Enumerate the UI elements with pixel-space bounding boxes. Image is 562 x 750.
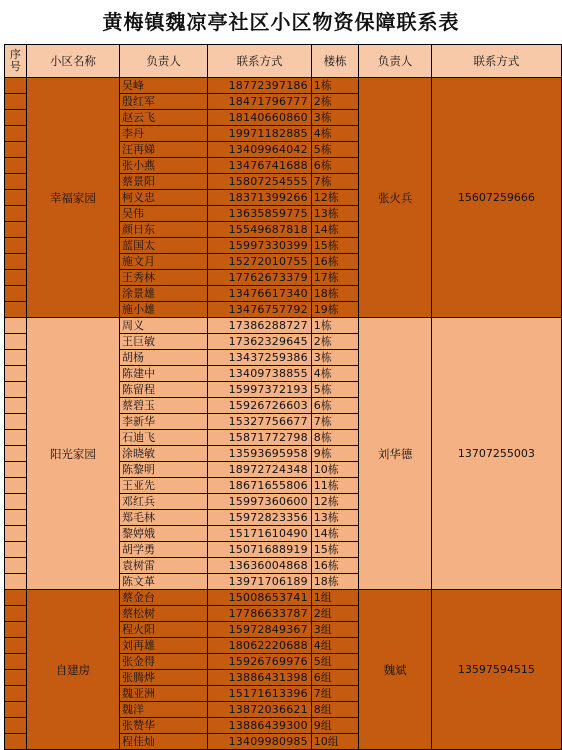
contact-name-cell: 魏亚洲 xyxy=(120,686,208,702)
building-cell: 11栋 xyxy=(311,478,359,494)
contact-phone-cell: 13409980985 xyxy=(208,734,312,750)
building-cell: 4栋 xyxy=(311,126,359,142)
contact-phone-cell: 15008653741 xyxy=(208,590,312,606)
seq-cell xyxy=(5,462,27,478)
building-cell: 10组 xyxy=(311,734,359,750)
contact-phone-cell: 17786633787 xyxy=(208,606,312,622)
seq-cell xyxy=(5,174,27,190)
contact-name-cell: 张腾烨 xyxy=(120,670,208,686)
building-cell: 2栋 xyxy=(311,94,359,110)
building-cell: 1栋 xyxy=(311,318,359,334)
seq-cell xyxy=(5,334,27,350)
leader-name-cell: 魏斌 xyxy=(359,590,431,750)
building-cell: 6栋 xyxy=(311,398,359,414)
contact-name-cell: 李新华 xyxy=(120,414,208,430)
contact-phone-cell: 15972849367 xyxy=(208,622,312,638)
table-row xyxy=(5,318,562,334)
seq-cell xyxy=(5,430,27,446)
contact-name-cell: 程佳灿 xyxy=(120,734,208,750)
contact-name-cell: 张小燕 xyxy=(120,158,208,174)
seq-cell xyxy=(5,110,27,126)
seq-cell xyxy=(5,158,27,174)
seq-cell xyxy=(5,270,27,286)
contact-phone-cell: 15997372193 xyxy=(208,382,312,398)
contact-phone-cell: 15171610490 xyxy=(208,526,312,542)
contact-name-cell: 陈文革 xyxy=(120,574,208,590)
seq-cell xyxy=(5,254,27,270)
header-contact-person: 负责人 xyxy=(120,45,208,78)
building-cell: 6栋 xyxy=(311,158,359,174)
header-building: 楼栋 xyxy=(311,45,359,78)
seq-cell xyxy=(5,510,27,526)
contact-name-cell: 陈黎明 xyxy=(120,462,208,478)
contact-name-cell: 王亚先 xyxy=(120,478,208,494)
contact-phone-cell: 13886431398 xyxy=(208,670,312,686)
header-leader-phone: 联系方式 xyxy=(431,45,561,78)
contact-phone-cell: 13437259386 xyxy=(208,350,312,366)
building-cell: 3栋 xyxy=(311,350,359,366)
contact-phone-cell: 15926726603 xyxy=(208,398,312,414)
seq-cell xyxy=(5,286,27,302)
contact-phone-cell: 17386288727 xyxy=(208,318,312,334)
contact-phone-cell: 13409964042 xyxy=(208,142,312,158)
contact-phone-cell: 15171613396 xyxy=(208,686,312,702)
building-cell: 5组 xyxy=(311,654,359,670)
contact-phone-cell: 15549687818 xyxy=(208,222,312,238)
contact-name-cell: 涂景雄 xyxy=(120,286,208,302)
seq-cell xyxy=(5,702,27,718)
header-seq: 序号 xyxy=(5,45,27,78)
contact-phone-cell: 15997330399 xyxy=(208,238,312,254)
leader-name-cell: 刘华德 xyxy=(359,318,431,590)
contact-phone-cell: 13476617340 xyxy=(208,286,312,302)
building-cell: 10栋 xyxy=(311,462,359,478)
seq-cell xyxy=(5,622,27,638)
contact-name-cell: 胡学勇 xyxy=(120,542,208,558)
community-name-cell: 自建房 xyxy=(26,590,119,750)
seq-cell xyxy=(5,366,27,382)
leader-phone-cell: 13597594515 xyxy=(431,590,561,750)
building-cell: 16栋 xyxy=(311,254,359,270)
sheet-title: 黄梅镇魏凉亭社区小区物资保障联系表 xyxy=(102,10,460,34)
building-cell: 7栋 xyxy=(311,414,359,430)
seq-cell xyxy=(5,142,27,158)
building-cell: 9栋 xyxy=(311,446,359,462)
table-row xyxy=(5,78,562,94)
contact-name-cell: 胡杨 xyxy=(120,350,208,366)
contact-name-cell: 郑毛林 xyxy=(120,510,208,526)
contact-phone-cell: 18671655806 xyxy=(208,478,312,494)
contact-phone-cell: 13636004868 xyxy=(208,558,312,574)
contact-name-cell: 吴峰 xyxy=(120,78,208,94)
contact-name-cell: 王巨敏 xyxy=(120,334,208,350)
building-cell: 17栋 xyxy=(311,270,359,286)
contact-phone-cell: 13593695958 xyxy=(208,446,312,462)
seq-cell xyxy=(5,590,27,606)
building-cell: 15栋 xyxy=(311,542,359,558)
building-cell: 2组 xyxy=(311,606,359,622)
contact-phone-cell: 18972724348 xyxy=(208,462,312,478)
building-cell: 2栋 xyxy=(311,334,359,350)
header-row xyxy=(5,45,562,78)
seq-cell xyxy=(5,126,27,142)
seq-cell xyxy=(5,318,27,334)
contact-name-cell: 程火阳 xyxy=(120,622,208,638)
contact-phone-cell: 18062220688 xyxy=(208,638,312,654)
contact-phone-cell: 15071688919 xyxy=(208,542,312,558)
contact-phone-cell: 13476757792 xyxy=(208,302,312,318)
contact-phone-cell: 18371399266 xyxy=(208,190,312,206)
contact-name-cell: 殷红军 xyxy=(120,94,208,110)
contact-phone-cell: 13476741688 xyxy=(208,158,312,174)
contact-phone-cell: 17762673379 xyxy=(208,270,312,286)
seq-cell xyxy=(5,190,27,206)
seq-cell xyxy=(5,222,27,238)
community-name-cell: 阳光家园 xyxy=(26,318,119,590)
contact-phone-cell: 13635859775 xyxy=(208,206,312,222)
building-cell: 5栋 xyxy=(311,142,359,158)
contact-phone-cell: 15871772798 xyxy=(208,430,312,446)
header-contact-phone: 联系方式 xyxy=(208,45,312,78)
seq-cell xyxy=(5,238,27,254)
contact-name-cell: 陈留程 xyxy=(120,382,208,398)
building-cell: 1栋 xyxy=(311,78,359,94)
contact-name-cell: 施小雄 xyxy=(120,302,208,318)
contact-name-cell: 张赞华 xyxy=(120,718,208,734)
contact-name-cell: 赵云飞 xyxy=(120,110,208,126)
contact-name-cell: 蔡景阳 xyxy=(120,174,208,190)
seq-cell xyxy=(5,670,27,686)
contact-name-cell: 李丹 xyxy=(120,126,208,142)
contact-name-cell: 汪再娣 xyxy=(120,142,208,158)
building-cell: 4组 xyxy=(311,638,359,654)
contact-table xyxy=(4,44,562,750)
seq-cell xyxy=(5,734,27,750)
contact-phone-cell: 18772397186 xyxy=(208,78,312,94)
seq-cell xyxy=(5,654,27,670)
contact-name-cell: 蔡碧玉 xyxy=(120,398,208,414)
contact-phone-cell: 18471796777 xyxy=(208,94,312,110)
contact-phone-cell: 13886439300 xyxy=(208,718,312,734)
building-cell: 8组 xyxy=(311,702,359,718)
building-cell: 9组 xyxy=(311,718,359,734)
seq-cell xyxy=(5,398,27,414)
building-cell: 5栋 xyxy=(311,382,359,398)
building-cell: 13栋 xyxy=(311,510,359,526)
building-cell: 7栋 xyxy=(311,174,359,190)
seq-cell xyxy=(5,638,27,654)
table-row xyxy=(5,590,562,606)
contact-phone-cell: 18140660860 xyxy=(208,110,312,126)
seq-cell xyxy=(5,78,27,94)
seq-cell xyxy=(5,574,27,590)
leader-name-cell: 张火兵 xyxy=(359,78,431,318)
contact-phone-cell: 15327756677 xyxy=(208,414,312,430)
contact-phone-cell: 15807254555 xyxy=(208,174,312,190)
contact-name-cell: 柯义忠 xyxy=(120,190,208,206)
contact-name-cell: 刘再雄 xyxy=(120,638,208,654)
seq-cell xyxy=(5,382,27,398)
contact-phone-cell: 15272010755 xyxy=(208,254,312,270)
building-cell: 3组 xyxy=(311,622,359,638)
community-name-cell: 幸福家园 xyxy=(26,78,119,318)
building-cell: 7组 xyxy=(311,686,359,702)
building-cell: 16栋 xyxy=(311,558,359,574)
contact-name-cell: 袁树雷 xyxy=(120,558,208,574)
seq-cell xyxy=(5,558,27,574)
seq-cell xyxy=(5,350,27,366)
building-cell: 13栋 xyxy=(311,206,359,222)
building-cell: 1组 xyxy=(311,590,359,606)
contact-name-cell: 石迪飞 xyxy=(120,430,208,446)
contact-name-cell: 涂晓敏 xyxy=(120,446,208,462)
seq-cell xyxy=(5,446,27,462)
seq-cell xyxy=(5,302,27,318)
building-cell: 15栋 xyxy=(311,238,359,254)
seq-cell xyxy=(5,686,27,702)
building-cell: 4栋 xyxy=(311,366,359,382)
contact-phone-cell: 13971706189 xyxy=(208,574,312,590)
seq-cell xyxy=(5,526,27,542)
building-cell: 12栋 xyxy=(311,494,359,510)
building-cell: 18栋 xyxy=(311,286,359,302)
building-cell: 8栋 xyxy=(311,430,359,446)
contact-name-cell: 黎婷娥 xyxy=(120,526,208,542)
contact-phone-cell: 15972823356 xyxy=(208,510,312,526)
building-cell: 19栋 xyxy=(311,302,359,318)
seq-cell xyxy=(5,606,27,622)
contact-name-cell: 邓红兵 xyxy=(120,494,208,510)
contact-phone-cell: 13409738855 xyxy=(208,366,312,382)
building-cell: 6组 xyxy=(311,670,359,686)
seq-cell xyxy=(5,478,27,494)
contact-phone-cell: 19971182885 xyxy=(208,126,312,142)
building-cell: 3栋 xyxy=(311,110,359,126)
seq-cell xyxy=(5,494,27,510)
header-leader: 负责人 xyxy=(359,45,431,78)
building-cell: 14栋 xyxy=(311,526,359,542)
contact-phone-cell: 13872036621 xyxy=(208,702,312,718)
contact-name-cell: 蔡松树 xyxy=(120,606,208,622)
contact-name-cell: 吴伟 xyxy=(120,206,208,222)
building-cell: 18栋 xyxy=(311,574,359,590)
contact-name-cell: 周义 xyxy=(120,318,208,334)
building-cell: 12栋 xyxy=(311,190,359,206)
table-body xyxy=(5,45,562,750)
contact-name-cell: 王秀林 xyxy=(120,270,208,286)
seq-cell xyxy=(5,206,27,222)
contact-phone-cell: 15926769976 xyxy=(208,654,312,670)
leader-phone-cell: 13707255003 xyxy=(431,318,561,590)
seq-cell xyxy=(5,94,27,110)
contact-phone-cell: 15997360600 xyxy=(208,494,312,510)
seq-cell xyxy=(5,414,27,430)
contact-name-cell: 施文月 xyxy=(120,254,208,270)
header-community: 小区名称 xyxy=(26,45,119,78)
leader-phone-cell: 15607259666 xyxy=(431,78,561,318)
contact-name-cell: 蓝国太 xyxy=(120,238,208,254)
contact-name-cell: 颜日东 xyxy=(120,222,208,238)
seq-cell xyxy=(5,718,27,734)
contact-name-cell: 魏洋 xyxy=(120,702,208,718)
seq-cell xyxy=(5,542,27,558)
contact-phone-cell: 17362329645 xyxy=(208,334,312,350)
contact-name-cell: 蔡金台 xyxy=(120,590,208,606)
contact-name-cell: 陈建中 xyxy=(120,366,208,382)
contact-name-cell: 张金得 xyxy=(120,654,208,670)
building-cell: 14栋 xyxy=(311,222,359,238)
